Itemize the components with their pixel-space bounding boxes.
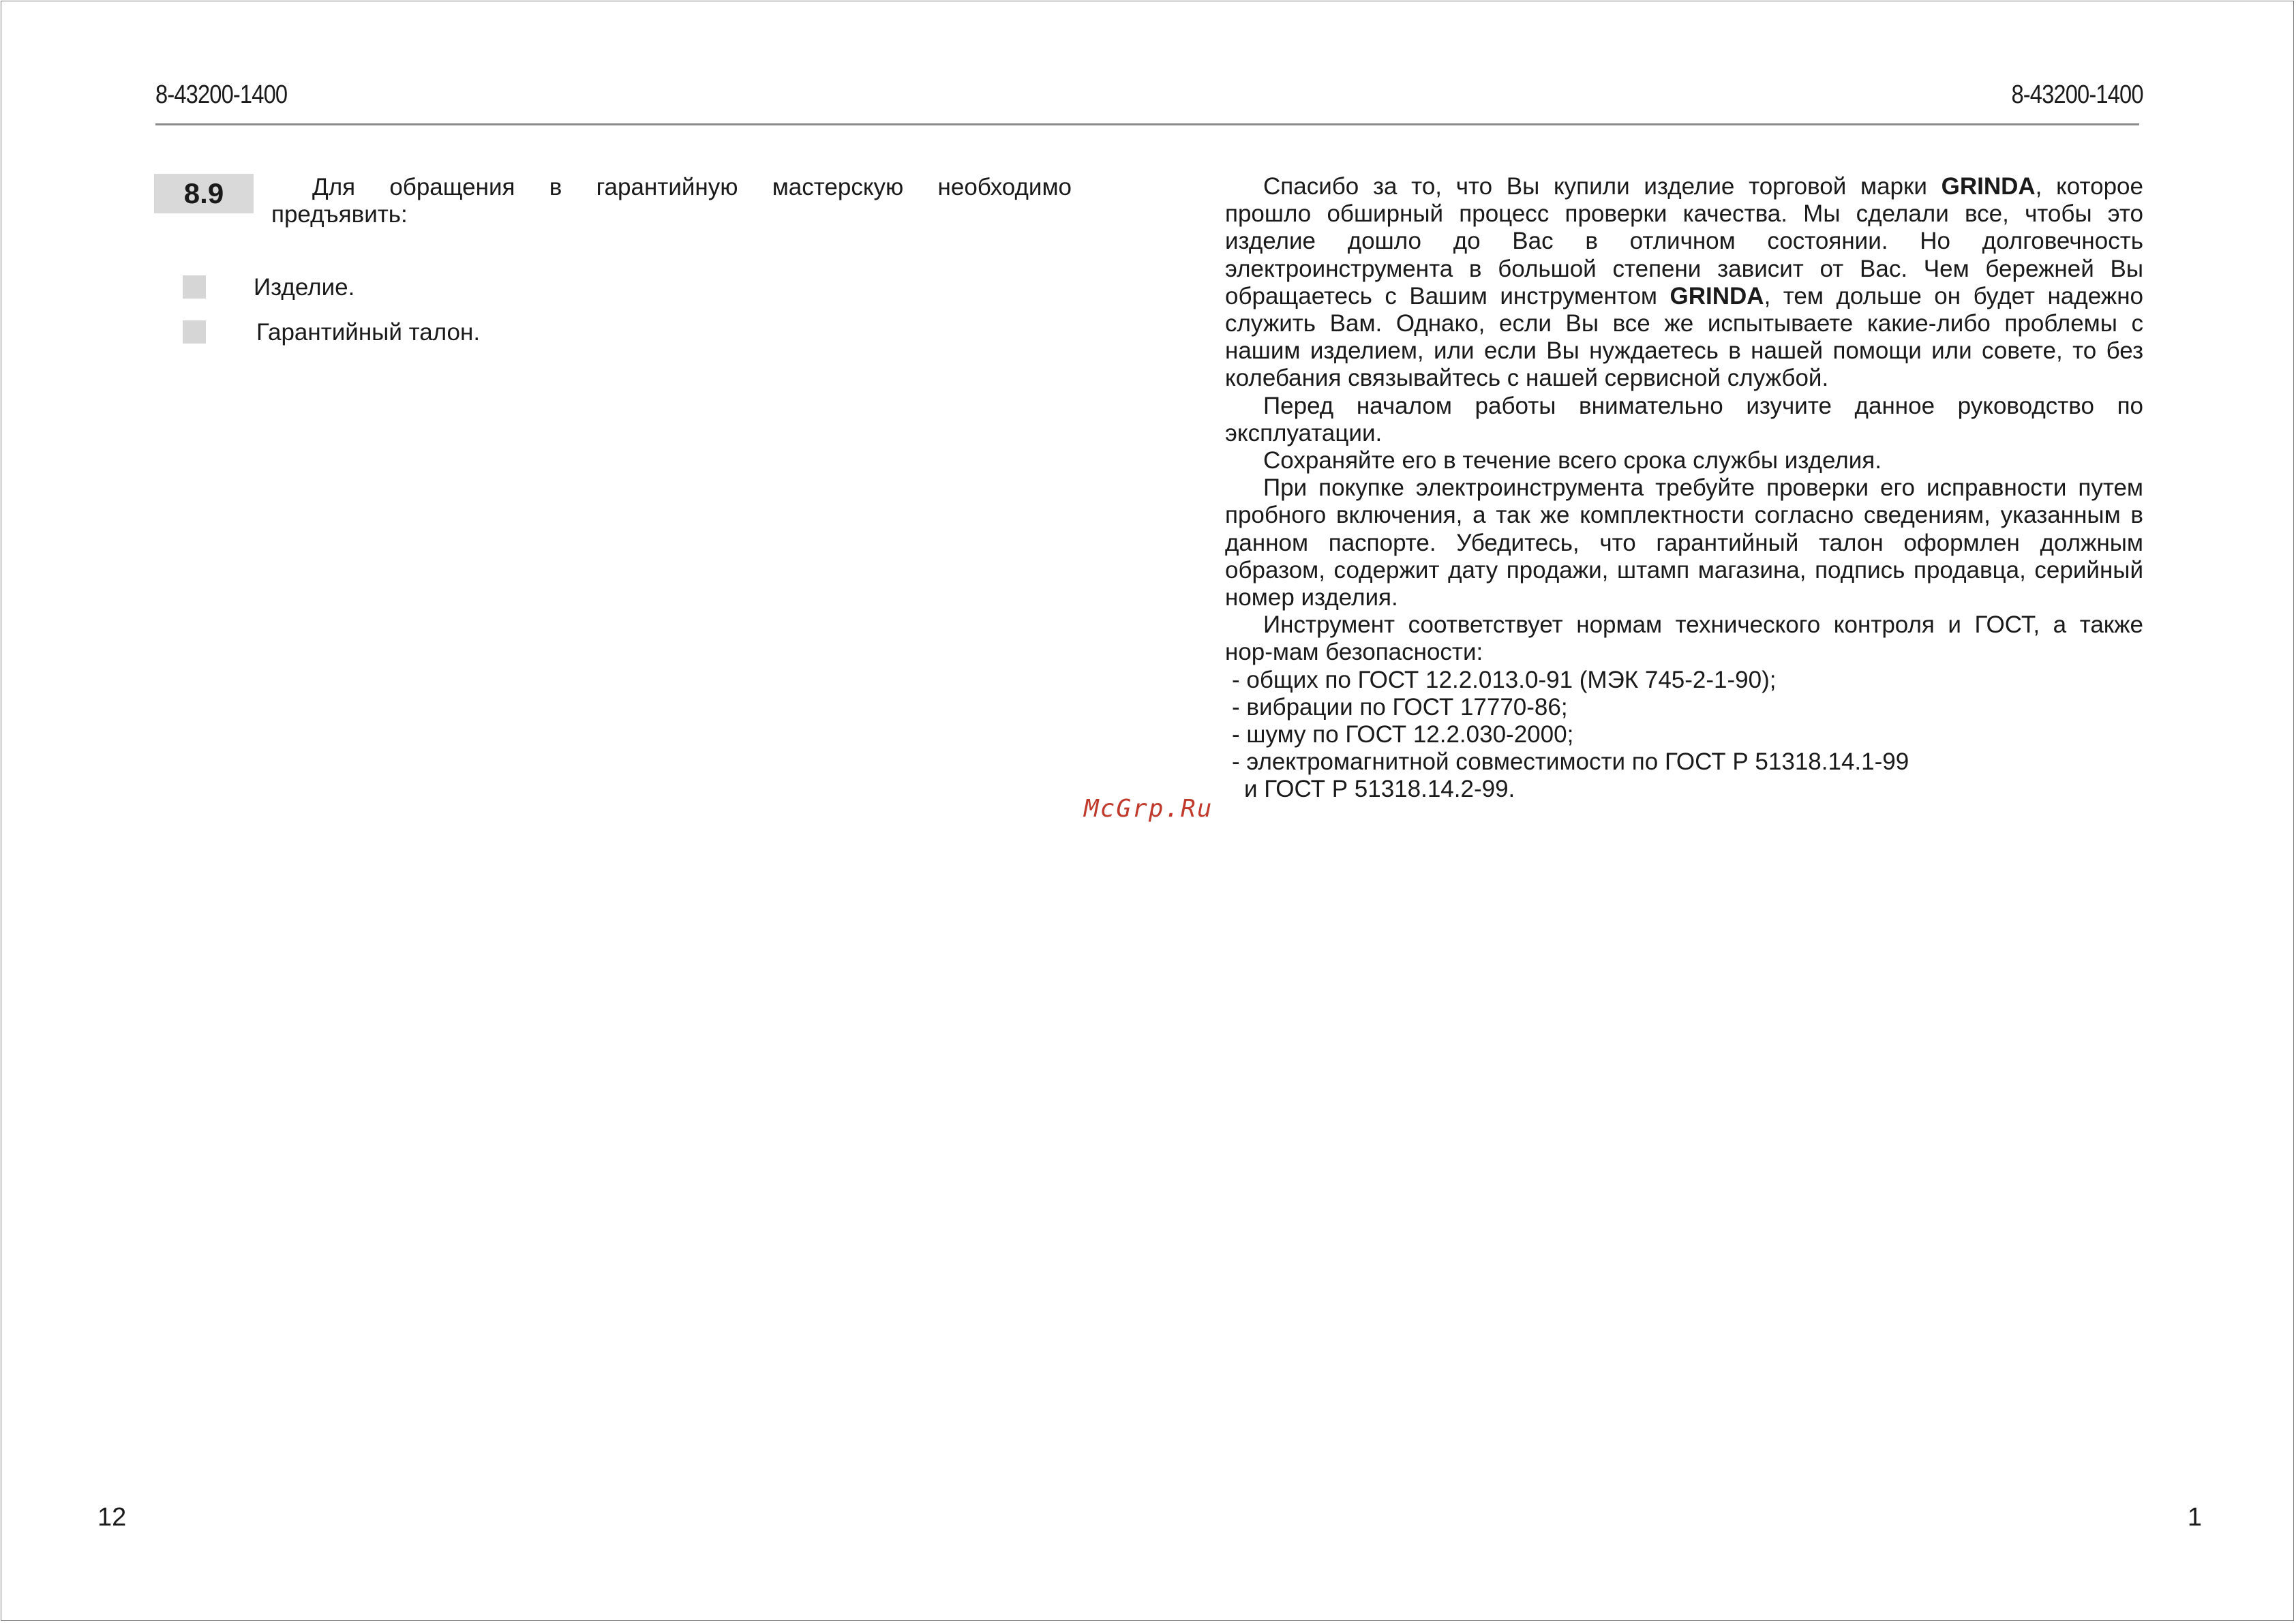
section-number-badge: 8.9	[154, 174, 254, 213]
warranty-intro-line1: Для обращения в гарантийную мастерскую необходимо	[312, 174, 1072, 200]
bullet-square-icon	[183, 320, 206, 344]
intro-text-column	[1225, 173, 2143, 804]
standards-list-item: - общих по ГОСТ 12.2.013.0-91 (МЭК 745-2-1-90);	[1232, 666, 1777, 693]
page-number-left: 12	[97, 1503, 127, 1532]
header-doc-code-right: 8-43200-1400	[2011, 80, 2143, 109]
bullet-square-icon	[183, 275, 206, 299]
header-divider	[155, 123, 2139, 125]
header-doc-code-left: 8-43200-1400	[155, 80, 288, 109]
page-number-right: 1	[2187, 1503, 2202, 1532]
paragraph-read-manual: Перед началом работы внимательно изучите данное руководство по эксплуатации.	[1225, 392, 2143, 446]
paragraph-standards: Инструмент соответствует нормам технического контроля и ГОСТ, а также нор-мам безопасности:	[1225, 611, 2143, 666]
standards-list-item: - вибрации по ГОСТ 17770-86;	[1232, 693, 1568, 721]
brand-name: GRINDA	[1670, 282, 1764, 309]
warranty-intro-line2: предъявить:	[271, 201, 408, 228]
paragraph-thanks: Спасибо за то, что Вы купили изделие торговой марки GRINDA, которое прошло обширный процесс проверки качества. Мы сделали все, чтобы это изделие дошло до Вас в отличном состоянии. Но долговечность электроинструмента в большой степени зависит от Вас. Чем бережней Вы обращаетесь с Вашим инструментом GRINDA, тем дольше он будет надежно служить Вам. Однако, если Вы все же испытываете какие-либо проблемы с нашим изделием, или если Вы нуждаетесь в нашей помощи или совете, то без колебания связывайтесь с нашей сервисной службой.	[1225, 173, 2143, 392]
warranty-intro	[271, 174, 1072, 228]
brand-name: GRINDA	[1941, 173, 2036, 200]
paragraph-purchase-check: При покупке электроинструмента требуйте проверки его исправности путем пробного включения, а так же комплектности согласно сведениям, указанным в данном паспорте. Убедитесь, что гарантийный талон оформлен должным образом, содержит дату продажи, штамп магазина, подпись продавца, серийный номер изделия.	[1225, 474, 2143, 611]
standards-list-item: - шуму по ГОСТ 12.2.030-2000;	[1232, 721, 1574, 748]
watermark: McGrp.Ru	[1084, 795, 1213, 823]
list-item-text: Изделие.	[254, 274, 355, 301]
list-item-text: Гарантийный талон.	[256, 319, 481, 346]
standards-list-item: - электромагнитной совместимости по ГОСТ Р 51318.14.1-99	[1232, 748, 1909, 776]
paragraph-keep-manual: Сохраняйте его в течение всего срока службы изделия.	[1263, 447, 1882, 474]
standards-list-continuation: и ГОСТ Р 51318.14.2-99.	[1244, 776, 1515, 803]
